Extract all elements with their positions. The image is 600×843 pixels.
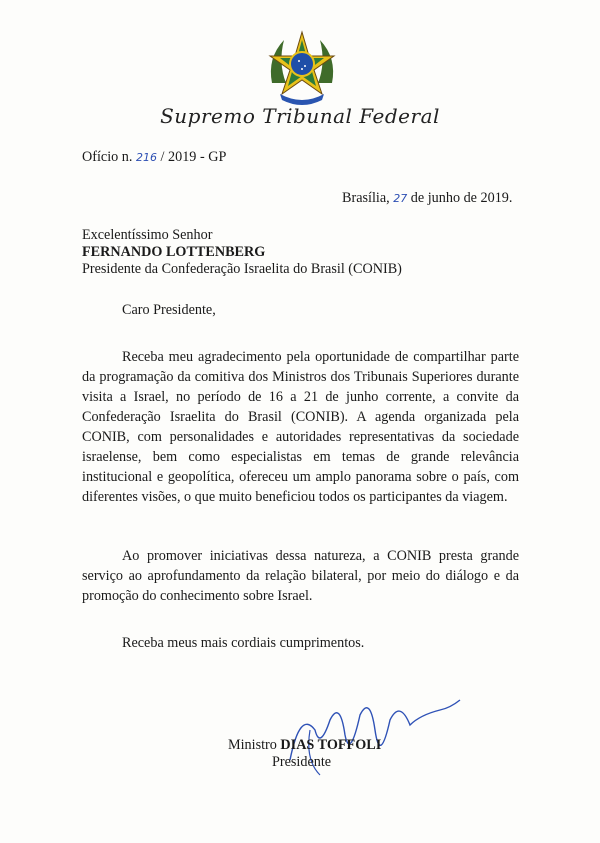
body-paragraph-1: Receba meu agradecimento pela oportunidade de compartilhar parte da programação da comitiva dos Ministros dos Tribunais Superiores durante visita a Israel, no período de 16 a 21 de junho corrente, a convite da Confederação Israelita do Brasil (CONIB). A agenda organizada pela CONIB, com personalidades e autoridades representativas da sociedade israelense, bem como especialistas em temas de grande relevância institucional e geopolítica, ofereceu um amplo panorama sobre o país, com diferentes visões, o que muito beneficiou todos os participantes da viagem.	[82, 349, 519, 505]
handwritten-day: 27	[393, 192, 408, 205]
recipient-salutation: Excelentíssimo Senhor	[82, 227, 213, 243]
recipient-title: Presidente da Confederação Israelita do Brasil (CONIB)	[82, 261, 402, 277]
handwritten-number: 216	[135, 151, 157, 164]
body-paragraph-2: Ao promover iniciativas dessa natureza, a CONIB presta grande serviço ao aprofundamento da relação bilateral, por meio do diálogo e da promoção do conhecimento sobre Israel.	[82, 548, 519, 604]
recipient-name: FERNANDO LOTTENBERG	[82, 244, 266, 260]
brazil-coat-of-arms-icon	[262, 28, 342, 108]
date-line: Brasília, 27 de junho de 2019.	[342, 190, 513, 206]
court-name: Supremo Tribunal Federal	[160, 104, 440, 128]
oficio-reference: Ofício n. 216 / 2019 - GP	[82, 149, 227, 165]
signatory-name: DIAS TOFFOLI	[280, 737, 382, 753]
signatory-role: Presidente	[272, 754, 332, 770]
body-paragraph-3: Receba meus mais cordiais cumprimentos.	[122, 635, 365, 651]
signatory-line: Ministro DIAS TOFFOLI	[228, 737, 382, 753]
greeting: Caro Presidente,	[122, 302, 216, 318]
